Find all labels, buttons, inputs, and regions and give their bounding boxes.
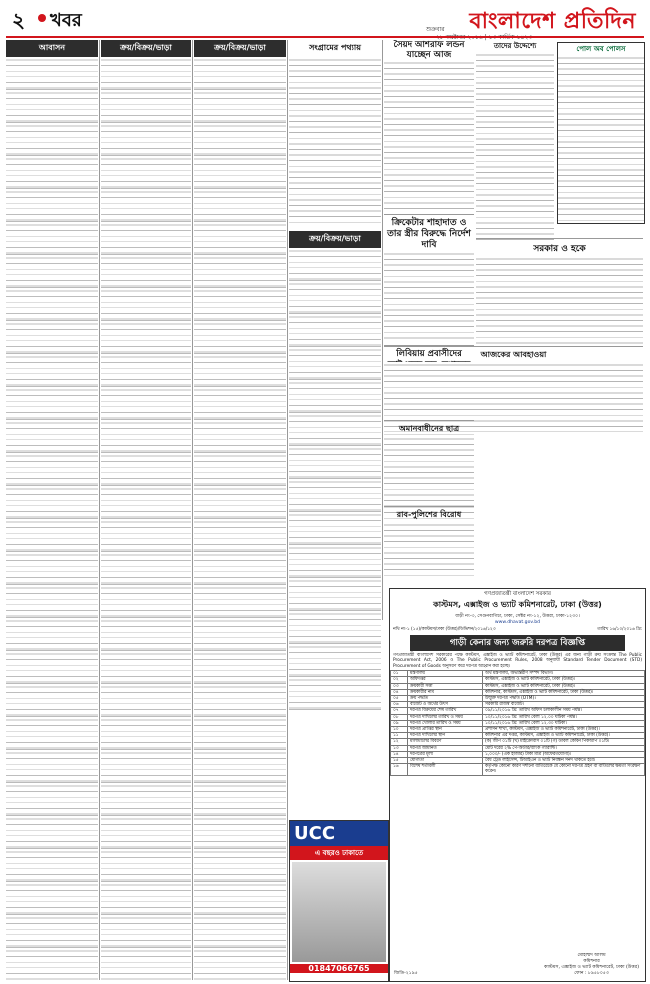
story-headline: অমানবাধীনের ছাত্র xyxy=(384,420,474,436)
tender-row-no: ০৯ xyxy=(391,720,408,726)
classified-ad xyxy=(194,321,286,354)
classified-ad xyxy=(101,90,191,123)
news-column-5-lower xyxy=(384,420,474,580)
tender-row-value: কমিশনার এর দপ্তর, কাস্টমস, এক্সাইজ ও ভ্যাট কমিশনারেট, ঢাকা (উত্তর)। xyxy=(483,733,645,739)
tender-row xyxy=(391,739,645,745)
classified-ad xyxy=(101,717,191,750)
tender-row-no: ১৬ xyxy=(391,764,408,775)
classified-ad xyxy=(6,486,98,519)
tender-row-label: মন্ত্রণালয় xyxy=(408,671,483,677)
classified-ad xyxy=(194,486,286,519)
story-headline: তাদের উদ্দেশ্যে xyxy=(493,42,537,50)
classified-ad xyxy=(101,915,191,948)
column-divider xyxy=(192,40,193,980)
section-name: খবর xyxy=(50,10,82,31)
tender-gd-no: জিডি-২১৯৫ xyxy=(394,971,418,976)
tender-signature xyxy=(544,953,639,977)
classified-ad xyxy=(6,816,98,849)
story-body xyxy=(476,52,554,240)
story-headline: আজকের আবহাওয়া xyxy=(384,346,643,362)
classified-ad xyxy=(101,387,191,420)
tender-ref: নথি নং-১ (১৫)/কাস্টমস/ঢাকা (উত্তর)/ডিভিশন/২০১৬/১২৩ xyxy=(393,627,496,632)
story-headline: সৈয়দ আশরাফ লন্ডন যাচ্ছেন আজ xyxy=(393,40,465,60)
tender-row-value: মোট দরের ২% পে-অর্ডার/ব্যাংক গ্যারান্টি। xyxy=(483,745,645,751)
tender-row-value: অর্থ মন্ত্রণালয়, অভ্যন্তরীণ সম্পদ বিভাগ। xyxy=(483,671,645,677)
story-headline: ক্রিকেটার শাহাদাত ও তার স্ত্রীর বিরুদ্ধে নির্দেশ দাবি xyxy=(384,214,474,251)
classified-ad xyxy=(101,486,191,519)
tender-date: তারিখ ১৬/১০/২০১৬ খ্রি: xyxy=(597,627,642,632)
classified-ad xyxy=(194,585,286,618)
classified-ad xyxy=(6,288,98,321)
classified-ad xyxy=(101,123,191,156)
tender-row-label: ক্রয়কারী সত্তা xyxy=(408,683,483,689)
tender-row-no: ০১ xyxy=(391,671,408,677)
tender-website: www.dhavat.gov.bd xyxy=(494,620,541,625)
classified-ad xyxy=(194,783,286,816)
ucc-slogan: এ বছরও ঢাকাতে xyxy=(290,846,388,860)
classified-ad xyxy=(194,948,286,980)
classified-ad xyxy=(194,915,286,948)
classified-ad xyxy=(194,882,286,915)
tender-row-no: ০২ xyxy=(391,677,408,683)
classified-ad xyxy=(6,255,98,288)
tender-row-value: কমিশনার, কাস্টমস, এক্সাইজ ও ভ্যাট কমিশনারেট, ঢাকা (উত্তর)। xyxy=(483,689,645,695)
tender-row-label: অধিদপ্তর xyxy=(408,677,483,683)
classified-ad xyxy=(6,156,98,189)
story-body xyxy=(384,251,474,341)
classified-ad xyxy=(6,651,98,684)
classified-ad xyxy=(6,57,98,90)
tender-govt: গণপ্রজাতন্ত্রী বাংলাদেশ সরকার xyxy=(484,591,551,597)
classified-ad xyxy=(194,255,286,288)
classified-ad xyxy=(101,750,191,783)
classified-ad xyxy=(101,57,191,90)
tender-row-label: দরপত্র প্রাপ্তির স্থান xyxy=(408,727,483,733)
story-headline: পোল অব পোলস xyxy=(576,45,626,53)
tender-row-no: ১৫ xyxy=(391,758,408,764)
classified-ad xyxy=(289,578,381,611)
classified-ad xyxy=(101,882,191,915)
tender-row-value: কাস্টমস, এক্সাইজ ও ভ্যাট কমিশনারেট, ঢাকা (উত্তর)। xyxy=(483,677,645,683)
tender-row-label: মালামালের বিবরণ xyxy=(408,739,483,745)
classified-ad xyxy=(6,750,98,783)
classified-ad xyxy=(101,651,191,684)
tender-row-no: ০৪ xyxy=(391,689,408,695)
tender-intro: গণপ্রজাতন্ত্রী বাংলাদেশ সরকারের পক্ষে কাস্টমস, এক্সাইজ ও ভ্যাট কমিশনারেট, ঢাকা (উত্তর) এর জন্য গাড়ী ক্রয় সংক্রান্ত The Public Procurement Act, 2006 ও The Public Procurement Rules, 2008 অনুযায়ী Standard Tender Document (STD) Procurement of Goods অনুসরণ করে দরপত্র আহ্বান করা হচ্ছে। xyxy=(393,653,642,669)
poll-box xyxy=(557,42,645,224)
classified-ad xyxy=(6,717,98,750)
classified-ad xyxy=(6,783,98,816)
classified-ad xyxy=(6,222,98,255)
classified-ad xyxy=(194,123,286,156)
signature-office: কাস্টমস, এক্সাইজ ও ভ্যাট কমিশনারেট, ঢাকা (উত্তর) xyxy=(544,965,639,970)
classified-ad xyxy=(101,156,191,189)
classified-ad xyxy=(6,585,98,618)
classified-ad xyxy=(6,90,98,123)
classified-ad xyxy=(101,222,191,255)
tender-row-no: ১০ xyxy=(391,727,408,733)
story-headline: লিবিয়ায় প্রবাসীদের xyxy=(384,345,474,381)
classified-ad xyxy=(289,347,381,380)
classified-heading: ক্রয়/বিক্রয়/ভাড়া xyxy=(194,40,286,57)
page-header xyxy=(6,4,644,34)
classified-ad xyxy=(101,783,191,816)
classified-ad xyxy=(289,611,381,644)
tender-office: কাস্টমস, এক্সাইজ ও ভ্যাট কমিশনারেট, ঢাকা (উত্তর) xyxy=(433,600,602,609)
tender-row-label: ক্রয় পদ্ধতি xyxy=(408,696,483,702)
classified-ad xyxy=(289,446,381,479)
tender-row-value: ০৯/১১/২০১৬ খ্রি: তারিখ অফিস চলাকালীন সময় পর্যন্ত। xyxy=(483,708,645,714)
bullet-dot-icon xyxy=(38,14,46,22)
classified-ad xyxy=(289,545,381,578)
tender-row-value: কর্তৃপক্ষ কোনো কারণ দর্শানো ব্যতিরেকে যে কোনো দরপত্র গ্রহণ বা বাতিলের ক্ষমতা সংরক্ষণ করেন। xyxy=(483,764,645,775)
classified-ad xyxy=(194,849,286,882)
classified-heading: ক্রয়/বিক্রয়/ভাড়া xyxy=(289,231,381,248)
column-divider xyxy=(287,40,288,980)
tender-row-label: বাজেট ও অর্থের উৎস xyxy=(408,702,483,708)
tender-row-label: দরপত্র দাখিলের স্থান xyxy=(408,733,483,739)
classifieds-column-1 xyxy=(6,40,98,980)
classified-ad xyxy=(194,57,286,90)
classified-ad xyxy=(6,189,98,222)
tender-row-label: দরপত্রের মূল্য xyxy=(408,751,483,757)
classified-ad xyxy=(194,519,286,552)
classified-ad xyxy=(101,354,191,387)
classifieds-column-2 xyxy=(101,40,191,980)
classified-ad xyxy=(101,189,191,222)
tender-address: বাড়ী নং-৩, সেগুনবাগিচা, ঢাকা, সেক্টর নং-১২, উত্তরা, ঢাকা-১২৩০। xyxy=(455,614,580,619)
classified-ad xyxy=(194,552,286,585)
classified-ad xyxy=(101,519,191,552)
classified-ad xyxy=(101,849,191,882)
signature-role: কমিশনার xyxy=(583,959,600,964)
classified-ad xyxy=(289,512,381,545)
tender-row-label: দরপত্র খোলার তারিখ ও সময় xyxy=(408,720,483,726)
classified-ad xyxy=(6,618,98,651)
classified-ad xyxy=(6,519,98,552)
tender-row-no: ০৭ xyxy=(391,708,408,714)
signature-name: মোহাম্মদ আলম xyxy=(577,953,606,958)
classified-ad xyxy=(194,90,286,123)
tender-row-value: সরকারি রাজস্ব বাজেট। xyxy=(483,702,645,708)
classified-ad xyxy=(194,684,286,717)
classified-ad xyxy=(6,948,98,980)
classified-ad xyxy=(289,677,381,710)
tender-row-value: প্রশাসন শাখা, কাস্টমস, এক্সাইজ ও ভ্যাট কমিশনারেট, ঢাকা (উত্তর)। xyxy=(483,727,645,733)
classified-ad xyxy=(6,684,98,717)
signature-phone: ফোন : ৮৯৫৮০৫৩ xyxy=(574,971,609,976)
classified-ad xyxy=(289,281,381,314)
classified-ad xyxy=(194,618,286,651)
classified-ad xyxy=(6,453,98,486)
story-body xyxy=(384,60,474,210)
header-rule xyxy=(6,36,644,38)
story-body xyxy=(558,55,644,224)
classifieds-column-3 xyxy=(194,40,286,980)
tender-row-label: দরপত্র দাখিলের তারিখ ও সময় xyxy=(408,714,483,720)
classified-ad xyxy=(6,123,98,156)
classified-ad xyxy=(194,387,286,420)
classified-ad xyxy=(6,849,98,882)
classified-ad xyxy=(6,387,98,420)
tender-row-label: বিশেষ শর্তাবলী xyxy=(408,764,483,775)
masthead-logo: বাংলাদেশ প্রতিদিন xyxy=(469,8,636,34)
tender-row-no: ১৪ xyxy=(391,751,408,757)
classified-ad xyxy=(289,479,381,512)
tender-row-no: ০৬ xyxy=(391,702,408,708)
tender-row-label: যোগ্যতা xyxy=(408,758,483,764)
story-body xyxy=(476,256,643,348)
classified-ad xyxy=(101,948,191,980)
classified-ad xyxy=(101,420,191,453)
classified-heading: ক্রয়/বিক্রয়/ভাড়া xyxy=(101,40,191,57)
tender-row-value: বৈধ ট্রেড লাইসেন্স, টিআইএন ও ভ্যাট নিবন্ধন সনদ থাকতে হবে। xyxy=(483,758,645,764)
classified-ad xyxy=(289,248,381,281)
tender-row-value: কাস্টমস, এক্সাইজ ও ভ্যাট কমিশনারেট, ঢাকা (উত্তর)। xyxy=(483,683,645,689)
column-divider xyxy=(99,40,100,980)
tender-table xyxy=(390,670,645,775)
classified-ad xyxy=(194,354,286,387)
story-headline: সরকার ও হকে xyxy=(476,238,643,256)
tender-row-label: দরপত্র জামানত xyxy=(408,745,483,751)
classified-ad xyxy=(101,255,191,288)
tender-row-value: উন্মুক্ত দরপত্র পদ্ধতি (OTM)। xyxy=(483,696,645,702)
classified-ad xyxy=(101,321,191,354)
page-day: শুক্রবার xyxy=(426,26,445,33)
classified-heading: আবাসন xyxy=(6,40,98,57)
story-body xyxy=(384,522,474,580)
classified-ad xyxy=(194,288,286,321)
story-body xyxy=(384,436,474,506)
classified-ad xyxy=(101,453,191,486)
classified-ad xyxy=(194,717,286,750)
tender-title: গাড়ী কেনার জন্য জরুরি দরপত্র বিজ্ঞপ্তি xyxy=(410,635,625,651)
classified-ad xyxy=(194,651,286,684)
classified-ad xyxy=(194,816,286,849)
classified-ad xyxy=(194,420,286,453)
classified-ad xyxy=(6,420,98,453)
classified-ad xyxy=(101,684,191,717)
classified-ad xyxy=(194,189,286,222)
classified-ad xyxy=(101,618,191,651)
story-headline: সংগ্রামের পথ্যায় xyxy=(309,42,361,52)
classified-ad xyxy=(101,552,191,585)
classified-ad xyxy=(6,882,98,915)
tender-row-no: ০৩ xyxy=(391,683,408,689)
tender-row xyxy=(391,764,645,775)
classified-ad xyxy=(194,156,286,189)
tender-row-value: ১,০০০/- (এক হাজার) টাকা মাত্র (অফেরতযোগ্য)। xyxy=(483,751,645,757)
page-number: ২ xyxy=(12,8,26,32)
classified-ad xyxy=(289,314,381,347)
classified-ad xyxy=(101,585,191,618)
column-divider xyxy=(382,40,383,620)
classified-ad xyxy=(6,321,98,354)
tender-row-no: ১১ xyxy=(391,733,408,739)
tender-notice xyxy=(389,588,646,982)
classified-ad xyxy=(194,750,286,783)
news-column-6 xyxy=(476,40,554,240)
tender-row-label: ক্রয়কারীর নাম xyxy=(408,689,483,695)
classified-ad xyxy=(6,354,98,387)
classified-ad xyxy=(289,413,381,446)
classified-ad xyxy=(194,222,286,255)
wide-story xyxy=(476,238,643,348)
classified-ad xyxy=(6,915,98,948)
tender-row-no: ১২ xyxy=(391,739,408,745)
ucc-logo: UCC xyxy=(290,821,388,846)
ucc-advertisement xyxy=(289,820,389,982)
tender-row-value: (ক) জীপ ০১টি (খ) মাইক্রোবাস ০১টি (গ) ডাবল কেবিন পিকআপ ০১টি। xyxy=(483,739,645,745)
classified-ad xyxy=(101,816,191,849)
ucc-phone: 01847066765 xyxy=(290,964,388,973)
tender-row-value: ১০/১১/২০১৬ খ্রি: তারিখ বেলা ১২.০০ ঘটিকা পর্যন্ত। xyxy=(483,714,645,720)
classified-ad xyxy=(289,380,381,413)
story-headline: রাব-পুলিশের বিরোধ xyxy=(384,506,474,522)
classified-ad xyxy=(194,453,286,486)
tender-row-value: ১০/১১/২০১৬ খ্রি: তারিখ বেলা ১২.৩০ ঘটিকা। xyxy=(483,720,645,726)
tender-row-label: দরপত্র বিক্রয়ের শেষ তারিখ xyxy=(408,708,483,714)
tender-row-no: ০৮ xyxy=(391,714,408,720)
classified-ad xyxy=(6,552,98,585)
ad-photo-grid xyxy=(292,862,386,962)
tender-row-no: ১৩ xyxy=(391,745,408,751)
classified-ad xyxy=(289,644,381,677)
story-body xyxy=(289,57,381,227)
classified-ad xyxy=(101,288,191,321)
tender-row-no: ০৫ xyxy=(391,696,408,702)
